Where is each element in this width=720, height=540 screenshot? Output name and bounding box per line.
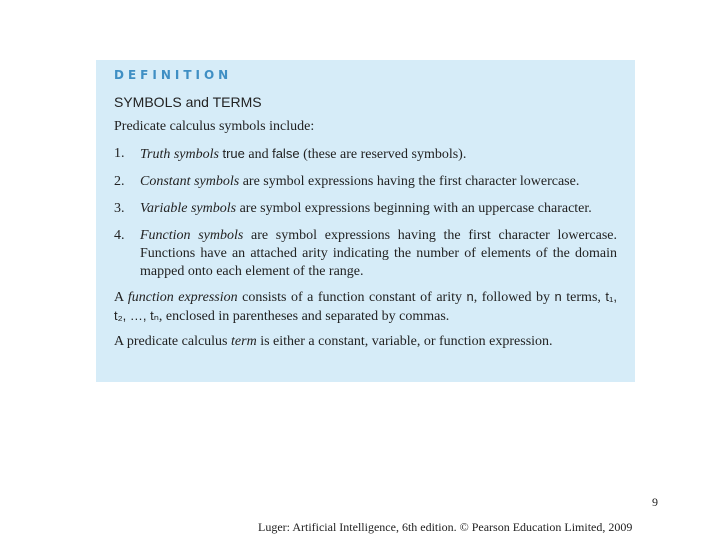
- item-and: and: [244, 147, 273, 162]
- item-text: [140, 173, 617, 191]
- item-lead: Variable symbols: [140, 201, 237, 216]
- text-fragment: is either a constant, variable, or function expression.: [256, 334, 553, 349]
- item-number: 4.: [114, 228, 125, 243]
- definition-header: DEFINITION: [114, 68, 233, 82]
- argument-list: t₁, t₂, …, tₙ: [114, 289, 618, 323]
- item-text: [140, 227, 617, 281]
- term-definition: [114, 333, 617, 351]
- list-item-function-symbols: [114, 227, 617, 281]
- item-lead: Constant symbols: [140, 174, 240, 189]
- item-lead: Truth symbols: [140, 147, 219, 162]
- item-lead: Function symbols: [140, 228, 244, 243]
- item-rest: are symbol expressions having the first character lowercase.: [239, 174, 580, 189]
- item-number: 3.: [114, 201, 125, 216]
- function-expression-definition: [114, 288, 617, 326]
- definition-box: [96, 60, 635, 382]
- item-number: 1.: [114, 146, 125, 161]
- text-fragment: , followed by: [473, 290, 555, 305]
- text-fragment: A predicate calculus: [114, 334, 232, 349]
- slide-number: 9: [652, 495, 658, 509]
- count-n: n: [554, 289, 562, 304]
- text-fragment: consists of a function constant of arity: [237, 290, 467, 305]
- arity-n: n: [466, 289, 474, 304]
- keyword-true: true: [222, 146, 245, 161]
- item-number: 2.: [114, 174, 125, 189]
- term-term: term: [231, 334, 257, 349]
- list-item-variable-symbols: [114, 200, 617, 218]
- intro-text: Predicate calculus symbols include:: [114, 119, 315, 134]
- list-item-constant-symbols: [114, 173, 617, 191]
- item-rest: are symbol expressions beginning with an uppercase character.: [236, 201, 592, 216]
- footer-citation: Luger: Artificial Intelligence, 6th edition. © Pearson Education Limited, 2009: [258, 520, 633, 534]
- item-rest: (these are reserved symbols).: [299, 147, 467, 162]
- item-text: [140, 145, 617, 164]
- item-rest: are symbol expressions having the first character lowercase. Functions have an attached arity indicating the number of elements of the domain mapped onto each element of the range.: [140, 228, 617, 279]
- item-text: [140, 200, 617, 218]
- text-fragment: , enclosed in parentheses and separated by commas.: [158, 309, 450, 324]
- keyword-false: false: [272, 146, 300, 161]
- definition-title: SYMBOLS and TERMS: [114, 94, 262, 110]
- term-function-expression: function expression: [127, 290, 238, 305]
- text-fragment: terms,: [561, 290, 606, 305]
- list-item-truth-symbols: [114, 145, 617, 164]
- text-fragment: A: [114, 290, 128, 305]
